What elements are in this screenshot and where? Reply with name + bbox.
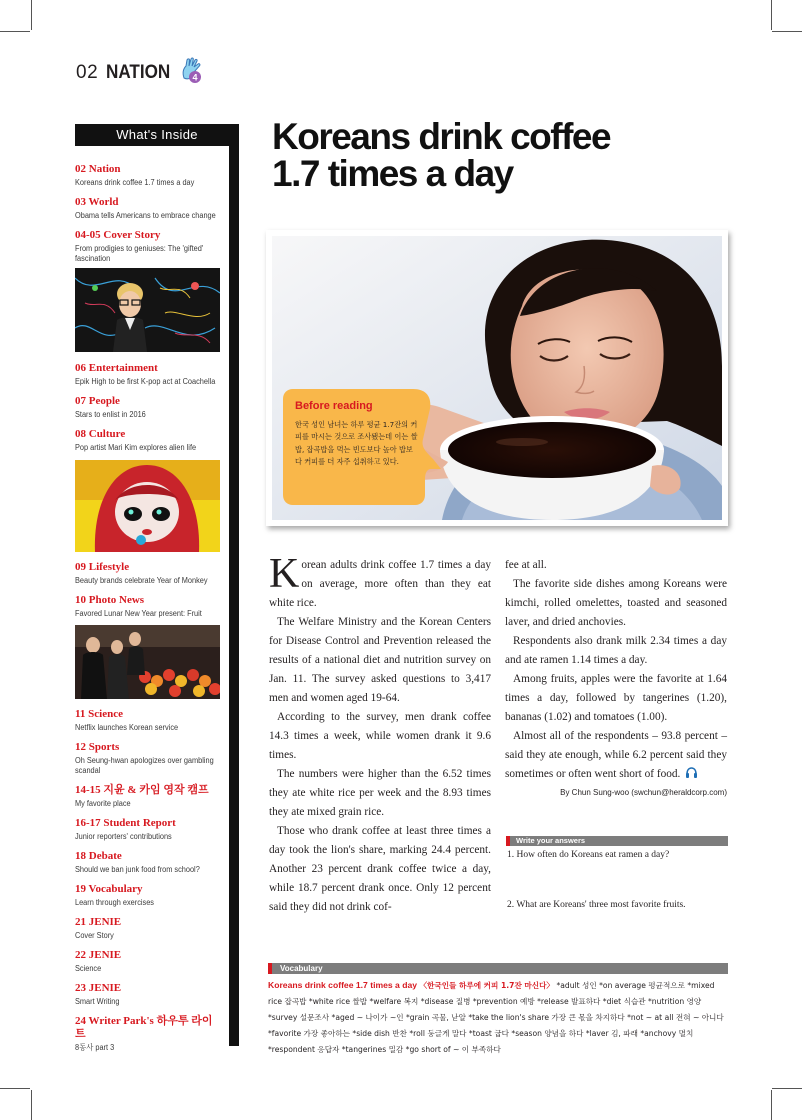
article-paragraph: fee at all. <box>505 559 547 571</box>
toc-item-heading: 06 Entertainment <box>75 362 158 374</box>
article-column-1 <box>269 551 491 917</box>
toc-item-student-report[interactable] <box>75 817 223 842</box>
page-number: 02 <box>76 62 99 83</box>
toc-item-nation[interactable] <box>75 163 223 188</box>
toc-item-science[interactable] <box>75 708 223 733</box>
toc-item-heading: 18 Debate <box>75 850 122 862</box>
article-paragraph: The Welfare Ministry and the Korean Centers for Disease Control and Prevention released the results of a national diet and nutrition survey on Jan. 11. The survey asked questions to 3,417 men and women aged 19-64. <box>269 616 491 704</box>
question-2: 2. What are Koreans' three most favorite fruits. <box>507 900 686 910</box>
svg-text:4: 4 <box>192 72 198 83</box>
toc-item-photo-news[interactable] <box>75 594 223 619</box>
toc-item-description: Should we ban junk food from school? <box>75 865 200 874</box>
culture-artwork-image <box>75 460 220 552</box>
article-column-2 <box>505 556 727 800</box>
toc-item-heading: 10 Photo News <box>75 594 145 606</box>
toc-item-heading: 08 Culture <box>75 428 126 440</box>
toc-item-world[interactable] <box>75 196 223 221</box>
vocabulary-text <box>268 977 730 1058</box>
toc-item-heading: 24 Writer Park's 하우투 라이트 <box>75 1015 213 1040</box>
toc-item-heading: 19 Vocabulary <box>75 883 143 895</box>
toc-item-sports[interactable] <box>75 741 223 776</box>
toc-item-heading: 11 Science <box>75 708 123 720</box>
toc-item-heading: 12 Sports <box>75 741 120 753</box>
sidebar-bar <box>229 124 239 1046</box>
headline-line-2: 1.7 times a day <box>272 153 513 194</box>
toc-item-heading: 04-05 Cover Story <box>75 229 161 241</box>
whats-inside-sidebar <box>75 124 239 1052</box>
toc-item-heading: 23 JENIE <box>75 982 122 994</box>
toc-item-jenie-cover[interactable] <box>75 916 223 941</box>
toc-item-entertainment[interactable] <box>75 362 223 387</box>
article-headline <box>272 118 712 192</box>
write-answers-bar <box>506 836 728 846</box>
article-paragraph: Respondents also drank milk 2.34 times a day and ate ramen 1.14 times a day. <box>505 635 727 666</box>
write-answers-title: Write your answers <box>516 836 586 845</box>
article-paragraph: The numbers were higher than the 6.52 times they ate white rice per week and the 8.93 times they ate mixed grain rice. <box>269 768 491 818</box>
photo-news-image <box>75 625 220 699</box>
toc-item-description: Science <box>75 964 102 973</box>
vocabulary-headline-korean: 〈한국인들 하루에 커피 1.7잔 마신다〉 <box>419 981 555 990</box>
hand-four-icon <box>178 56 208 86</box>
crop-mark <box>31 0 32 30</box>
toc-item-vocabulary[interactable] <box>75 883 223 908</box>
page-header <box>76 62 198 84</box>
toc-item-description: Stars to enlist in 2016 <box>75 410 146 419</box>
toc-item-heading: 07 People <box>75 395 120 407</box>
crop-mark <box>772 31 802 32</box>
toc-item-description: Koreans drink coffee 1.7 times a day <box>75 178 195 187</box>
toc-item-jenie-writing[interactable] <box>75 982 223 1007</box>
toc-item-writer-park[interactable] <box>75 1015 223 1053</box>
vocabulary-title: Vocabulary <box>280 964 323 973</box>
toc-item-description: Pop artist Mari Kim explores alien life <box>75 443 197 452</box>
article-paragraph: Korean adults drink coffee 1.7 times a day on average, more often than they eat white rice. <box>269 551 491 609</box>
toc-item-heading: 02 Nation <box>75 163 121 175</box>
toc-item-description: Obama tells Americans to embrace change <box>75 211 216 220</box>
toc-item-people[interactable] <box>75 395 223 420</box>
crop-mark <box>0 31 30 32</box>
toc-item-description: Oh Seung-hwan apologizes over gambling scandal <box>75 756 214 775</box>
toc-item-description: Beauty brands celebrate Year of Monkey <box>75 576 208 585</box>
drop-cap: K <box>269 551 300 597</box>
toc-item-description: Epik High to be first K-pop act at Coachella <box>75 377 216 386</box>
toc-item-description: Junior reporters' contributions <box>75 832 172 841</box>
toc-item-heading: 03 World <box>75 196 119 208</box>
toc-item-heading: 22 JENIE <box>75 949 122 961</box>
headline-line-1: Koreans drink coffee <box>272 116 611 157</box>
crop-mark <box>31 1090 32 1120</box>
toc-item-heading: 16-17 Student Report <box>75 817 176 829</box>
toc-item-description: 8동사 part 3 <box>75 1043 115 1052</box>
vocabulary-headline: Koreans drink coffee 1.7 times a day <box>268 980 418 990</box>
toc-item-description: Learn through exercises <box>75 898 154 907</box>
section-name: NATION <box>106 62 171 83</box>
toc-item-description: Smart Writing <box>75 997 120 1006</box>
vocabulary-bar <box>268 963 728 974</box>
toc-item-debate[interactable] <box>75 850 223 875</box>
crop-mark <box>771 1090 772 1120</box>
crop-mark <box>0 1088 30 1089</box>
before-reading-box <box>283 389 441 505</box>
before-reading-text: 한국 성인 남녀는 하루 평균 1.7잔의 커피를 마시는 것으로 조사됐는데 이는 쌀밥, 잡곡밥을 먹는 빈도보다 높아 밥보다 커피를 더 자주 섭취하고 있다. <box>295 420 418 466</box>
toc-item-description: My favorite place <box>75 799 131 808</box>
cover-story-image <box>75 268 220 352</box>
toc-item-jenie-science[interactable] <box>75 949 223 974</box>
toc-item-heading: 21 JENIE <box>75 916 122 928</box>
toc-item-description: Favored Lunar New Year present: Fruit <box>75 609 202 618</box>
article-byline: By Chun Sung-woo (swchun@heraldcorp.com) <box>560 788 727 797</box>
toc-item-description: From prodigies to geniuses: The 'gifted' fascination <box>75 244 204 263</box>
article-paragraph: The favorite side dishes among Koreans were kimchi, rolled omelettes, toasted and seasoned laver, and dried anchovies. <box>505 578 727 628</box>
headphones-icon[interactable] <box>685 767 698 778</box>
before-reading-title: Before reading <box>295 400 373 412</box>
article-paragraph: Among fruits, apples were the favorite at 1.64 times a day, followed by tangerines (1.20), bananas (1.02) and tomatoes (1.00). <box>505 673 727 723</box>
toc-item-description: Netflix launches Korean service <box>75 723 179 732</box>
article-paragraph: Those who drank coffee at least three times a day took the lion's share, marking 24.4 percent. Another 23 percent drank coffee twice a day, while 18.7 percent drank once. Only 12 percent said they did not drink cof- <box>269 825 491 913</box>
toc-item-heading: 09 Lifestyle <box>75 561 130 573</box>
article-paragraph: According to the survey, men drank coffee 14.3 times a week, while women drank it 9.6 times. <box>269 711 491 761</box>
sidebar-title: What's Inside <box>75 124 239 146</box>
article-paragraph: Almost all of the respondents – 93.8 percent – said they ate enough, while 6.2 percent said they sometimes or often went short of food. <box>505 730 727 780</box>
toc-item-writing-camp[interactable] <box>75 784 223 809</box>
vocabulary-entries: *adult 성인 *on average 평균적으로 *mixed rice 잡곡밥 *white rice 쌀밥 *welfare 복지 *disease 질병 *prevention 예방 *release 발표하다 *diet 식습관 *nutrition 영양 *survey 설문조사 *aged ~ 나이가 ~인 *grain 곡물, 낟알 *take the lion's share 가장 큰 몫을 차지하다 *not ~ at all 전혀 ~ 아니다 *favorite 가장 좋아하는 *side dish 반찬 *roll 둥글게 말다 *toast 굽다 *season 양념을 하다 *laver 김, 파래 *anchovy 멸치 *respondent 응답자 *tangerines 밀감 *go short of ~ 이 부족하다 <box>268 981 724 1054</box>
question-1: 1. How often do Koreans eat ramen a day? <box>507 850 670 860</box>
crop-mark <box>771 0 772 30</box>
toc-item-culture[interactable] <box>75 428 223 453</box>
toc-item-cover-story[interactable] <box>75 229 223 264</box>
toc-item-lifestyle[interactable] <box>75 561 223 586</box>
toc-item-description: Cover Story <box>75 931 114 940</box>
toc-item-heading: 14-15 지윤 & 카임 영작 캠프 <box>75 784 209 796</box>
crop-mark <box>772 1088 802 1089</box>
